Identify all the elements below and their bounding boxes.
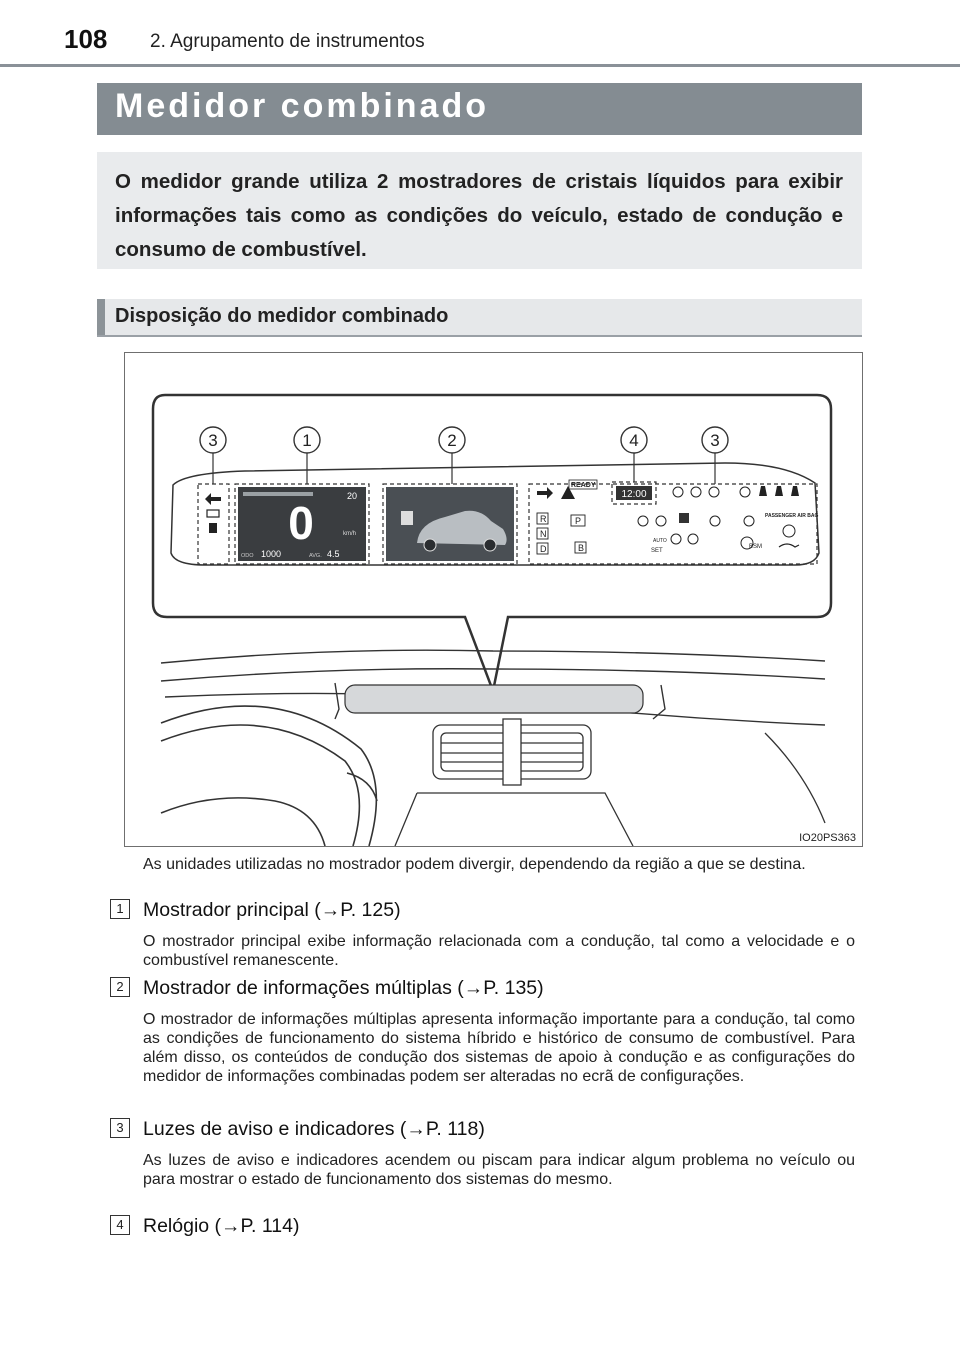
highlighted-indicator xyxy=(679,513,689,523)
shift-d: D xyxy=(540,544,547,554)
passenger-airbag-label: PASSENGER AIR BAG xyxy=(765,513,819,519)
item-title-clock: Relógio (→P. 114) xyxy=(143,1215,300,1237)
section-title: Medidor combinado xyxy=(115,87,489,125)
center-air-vent xyxy=(433,719,591,785)
callout-1: 1 xyxy=(302,431,312,450)
dashboard-illustration xyxy=(125,353,862,846)
callout-3-right: 3 xyxy=(710,431,720,450)
item-desc-multi-info-display: O mostrador de informações múltiplas apresenta informação importante para a condução, tal como as condições de funcionamento do sistema híbrido e histórico de consumo de combustível. Para além disso, os conteúdos de condução dos sistemas de apoio à condução e as configurações do medidor de informações combinadas podem ser alteradas no ecrã de configurações. xyxy=(143,1011,855,1085)
callout-2: 2 xyxy=(447,431,457,450)
speed-readout: 0 xyxy=(288,497,314,549)
subsection-heading xyxy=(97,299,862,337)
car-wheel-front xyxy=(424,539,436,551)
item-number-4: 4 xyxy=(110,1215,130,1235)
avg-value: 4.5 xyxy=(327,549,340,559)
steering-wheel xyxy=(161,706,377,846)
clock-readout: 12:00 xyxy=(621,489,647,500)
car-wheel-rear xyxy=(484,539,496,551)
seatbelt-icons xyxy=(759,486,799,496)
units-note: As unidades utilizadas no mostrador podem divergir, dependendo da região a que se destina. xyxy=(143,856,806,873)
shift-n: N xyxy=(540,529,547,539)
temp-readout: 20 xyxy=(347,491,358,501)
page-number: 108 xyxy=(64,24,108,54)
running-header: 2. Agrupamento de instrumentos xyxy=(150,31,425,52)
main-display-bar xyxy=(243,492,313,496)
auto-indicator: AUTO xyxy=(653,538,667,544)
item-number-2: 2 xyxy=(110,977,130,997)
shift-r: R xyxy=(540,514,547,524)
odo-value: 1000 xyxy=(261,549,282,559)
section-title-band xyxy=(97,83,862,135)
item-number-3: 3 xyxy=(110,1118,130,1138)
meter-window xyxy=(345,685,643,713)
bsm-indicator: BSM xyxy=(749,544,763,550)
item-title-warning-lights: Luzes de aviso e indicadores (→P. 118) xyxy=(143,1118,485,1140)
intro-text: O medidor grande utiliza 2 mostradores de cristais líquidos para exibir informações tais como as condições do veículo, estado de condução e consumo de combustível. xyxy=(115,170,843,261)
item-title-multi-info-display: Mostrador de informações múltiplas (→P. 135) xyxy=(143,977,544,999)
shift-p: P xyxy=(575,516,582,526)
item-desc-warning-lights: As luzes de aviso e indicadores acendem ou piscam para indicar algum problema no veículo ou para mostrar o estado de funcionamento dos sistemas do mesmo. xyxy=(143,1152,855,1188)
item-number-1: 1 xyxy=(110,899,130,919)
ready-indicator: READY xyxy=(571,482,596,489)
subsection-accent-bar xyxy=(97,299,105,335)
item-desc-main-display: O mostrador principal exibe informação relacionada com a condução, tal como a velocidade e o combustível remanescente. xyxy=(143,933,855,969)
item-title-main-display: Mostrador principal (→P. 125) xyxy=(143,899,401,921)
speed-unit: km/h xyxy=(343,531,357,537)
callout-3-left: 3 xyxy=(208,431,218,450)
energy-monitor-icon xyxy=(401,511,413,525)
avg-label: AVG. xyxy=(309,553,322,559)
dash-right-edge xyxy=(765,733,825,823)
shift-b: B xyxy=(578,543,585,553)
subsection-title: Disposição do medidor combinado xyxy=(115,305,449,327)
fuel-icon xyxy=(209,523,217,533)
intro-box xyxy=(97,152,862,269)
callout-4: 4 xyxy=(629,431,639,450)
header-divider xyxy=(0,64,960,67)
center-console xyxy=(395,793,633,846)
odo-label: ODO xyxy=(241,553,254,559)
set-indicator: SET xyxy=(651,548,663,554)
figure-code: IO20PS363 xyxy=(799,832,856,844)
combination-meter-figure xyxy=(124,352,863,847)
